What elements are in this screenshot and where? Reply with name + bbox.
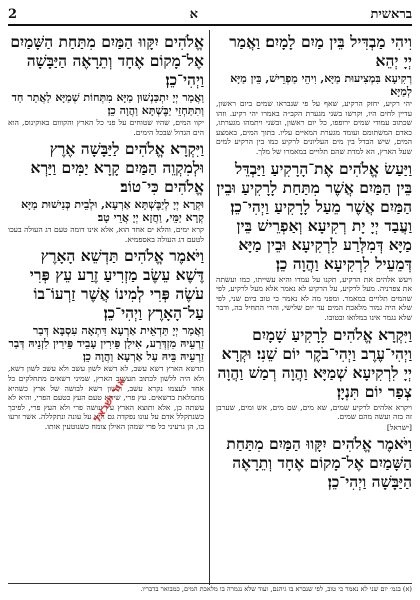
red-stamp: אור ישראל — [92, 376, 128, 425]
header-book-name: בראשית — [370, 7, 412, 22]
verse-text: וַיִּקְרָא אֱלֹהִים לַיַּבָּשָׁה אֶרֶץ וּלְמִקְוֵה הַמַּיִם קָרָא יַמִּים וַיַּרְא אֱלֹהִים כִּי־טוֹב׃ — [30, 139, 204, 197]
column-right — [216, 30, 412, 585]
running-header — [8, 6, 412, 26]
commentary-text: קרא ימים, והלא ים אחד הוא, אלא אינו דומה טעם דג העולה בעכו לטעם דג העולה באספמיא. — [8, 225, 204, 244]
verse-text: וַיֹּאמֶר אֱלֹהִים תַּדְשֵׁא הָאָרֶץ דֶּשֶׁא עֵשֶׂב מַזְרִיעַ זֶרַע עֵץ פְּרִי עֹשֶׂה פְּרִי לְמִינוֹ אֲשֶׁר זַרְעוֹ־בוֹ עַל־הָאָרֶץ וַיְהִי־כֵן׃ — [29, 246, 204, 323]
columns — [8, 30, 412, 585]
targum-text: רְקִיעָא בִּמְצִיעוּת מַיָּא, וִיהֵי מַפְרֵישׁ, בֵּין מַיָּא לְמַיָּא׃ — [230, 72, 412, 98]
commentary-text: יקוו המים, שהיו שטוחים על פני כל הארץ והקווום באוקינוס, הוא הים הגדול שבכל הימים. — [8, 118, 204, 137]
commentary-text: יהי רקיע, יחזק הרקיע, שאף על פי שנבראו שמים ביום ראשון, עדיין לחים היו, וקרשו בשני מגערת הקב״ה באמרו יהי רקיע. וזהו שכתוב עמודי שמים ירופפו, כל יום ראשון, ובשני ויתמהו מגערתו, כאדם המשתומם ועומד מגערת המאיים עליו. בתוך המים, באמצע המים, שיש הבדל בין מים העליונים לרקיע כמו בין הרקיע למים שעל הארץ, הא למדת שהם תלויים במאמרו של מלך. — [216, 99, 412, 156]
commentary-text: ויעש אלהים את הרקיע, תקנו על עמדו והיא עשייתו, כמו ועשתה את צפרניה. מעל לרקיע, על הרקיע לא נאמר אלא מעל לרקיע, לפי שהמים תלויים במאמר. ומפני מה לא נאמר כי טוב ביום שני, לפי שלא היה גמור מלאכת המים עד יום שלישי, והרי התחיל בה, ודבר שלא נגמר אינו במלואו ובטובו. — [216, 274, 412, 322]
verse-text: וַיִּקְרָא אֱלֹהִים לָרָקִיעַ שָׁמָיִם וַיְהִי־עֶרֶב וַיְהִי־בֹקֶר יוֹם שֵׁנִי׃ וּקְרָא יְיָ לִרְקִיעָא שְׁמַיָּא וַהֲוָה רְמַשׁ וַהֲוָה צְפַר יוֹם תִּנְיָן׃ — [217, 324, 412, 401]
verse-text: אֱלֹהִים יִקָּווּ הַמַּיִם מִתַּחַת הַשָּׁמַיִם אֶל־מָקוֹם אֶחָד וְתֵרָאֶה הַיַּבָּשָׁה וַיְהִי־כֵן׃ — [10, 32, 204, 89]
footnote: (א) בגמ׳ יום שני לא נאמר כי טוב, לפי שנברא בו גיהנם, ועוד שלא נגמרה בו מלאכת המים, כמבואר בדבריו. — [8, 583, 412, 594]
commentary-text: ויקרא אלהים לרקיע שמים, שא מים, שם מים, אש ומים, שערבן זה בזה ועשה מהם שמים. — [216, 402, 412, 422]
verse-text: וַיַּעַשׂ אֱלֹהִים אֶת־הָרָקִיעַ וַיַּבְדֵּל בֵּין הַמַּיִם אֲשֶׁר מִתַּחַת לָרָקִיעַ וּבֵין הַמַּיִם אֲשֶׁר מֵעַל לָרָקִיעַ וַיְהִי־כֵן׃ וַעֲבַד יְיָ יָת רְקִיעָא וְאַפְרֵישׁ בֵּין מַיָּא דְּמִלְּרַע לִרְקִיעָא וּבֵין מַיָּא דְּמֵעֵיל לִרְקִיעָא וַהֲוָה כֵן׃ — [216, 158, 412, 273]
header-page-number: 2 — [8, 7, 18, 22]
targum-text: וּקְרָא יְיָ לְיַבֶּשְׁתָּא אַרְעָא, וּלְבֵית כְּנִישׁוּת מַיָּא קְרָא יַמֵּי, וַחֲזָא יְיָ אֲרֵי טָב׃ — [21, 198, 204, 225]
targum-text: וַאֲמַר יְיָ תַּדְאֵית אַרְעָא דִּתְאָה עִסְבָּא דְּבַר זַרְעֵיהּ מִזְדְּרַע, אִילַן פֵּירִין עָבֵיד פֵּירִין לִזְנֵיהּ דְּבַר זַרְעֵיהּ בֵּיהּ עַל אַרְעָא וַהֲוָה כֵן׃ — [8, 324, 204, 364]
targum-text: וַאֲמַר יְיָ יִתְכַּנְשׁוּן מַיָּא מִתְּחוֹת שְׁמַיָּא לַאֲתַר חַד וְתִתַּחְזֵי יַבֶּשְׁתָּא וַהֲוָה כֵן׃ — [11, 91, 204, 117]
bracket-label: [ישראל] — [386, 422, 412, 432]
column-left — [8, 30, 210, 585]
commentary-text: תדשא הארץ דשא עשב, לא דשא לשון עשב ולא עשב לשון דשא, ולא היה ללשון לכתוב תעשיב הארץ, שמיני דשאים מתחלקים כל אחד לעצמו נקרא עשב, ולשון דשא לבושה של ארץ כשהיא מתמלאת בדשאים. עץ פרי, שיהא טעם העץ כטעם הפרי, והיא לא עשתה כן, אלא ותוצא הארץ עץ עושה פרי ולא העץ פרי, לפיכך כשנתקלל אדם על עונו נפקדה גם היא על עונה ונתקללה. אשר זרעו בו, הן גרעיני כל פרי שמהן האילן צומח כשנוטעין אותו. — [8, 364, 204, 431]
verse-text: וִיהִי מַבְדִּיל בֵּין מַיִם לָמָיִם׃ וַאֲמַר יְיָ יְהֵא — [229, 32, 412, 70]
verse-text: וַיֹּאמֶר אֱלֹהִים יִקָּווּ הַמַּיִם מִתַּחַת הַשָּׁמַיִם אֶל־מָקוֹם אֶחָד וְתֵרָאֶה הַיַּבָּשָׁה וַיְהִי־כֵן׃ — [226, 434, 412, 492]
header-chapter: א — [189, 7, 198, 22]
